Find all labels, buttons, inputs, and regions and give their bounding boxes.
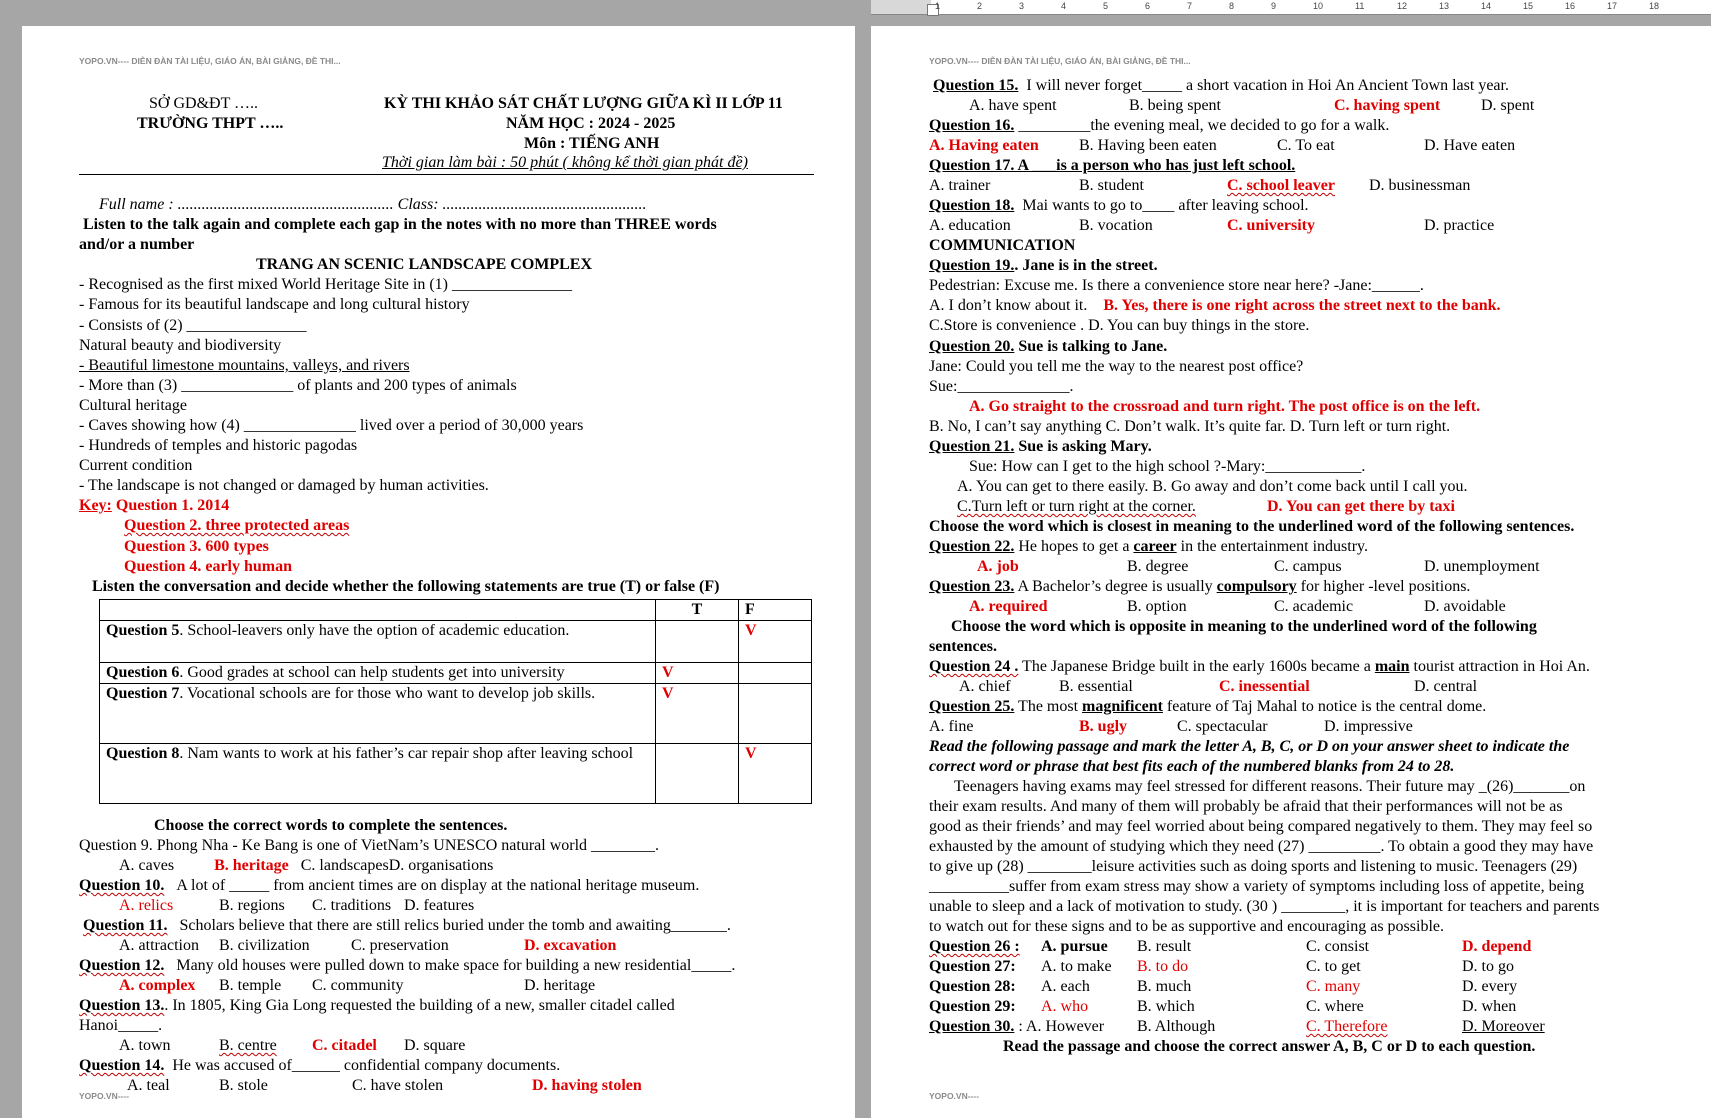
option[interactable]: B. centre bbox=[219, 1037, 277, 1054]
false-cell[interactable] bbox=[739, 684, 812, 744]
question-26: Question 26 : A. pursue B. result C. consist D. depend bbox=[929, 938, 1532, 955]
question-23: Question 23. A Bachelor’s degree is usually compulsory for higher -level positions. bbox=[929, 578, 1471, 595]
option[interactable]: A. I don’t know about it. bbox=[929, 297, 1088, 314]
option-correct[interactable]: D. having stolen bbox=[532, 1077, 642, 1094]
passage-line: to give up (28) ________leisure activities such as doing sports and listening to music. Teenagers (29) bbox=[929, 858, 1578, 875]
table-header-t: T bbox=[656, 600, 739, 621]
note-line: - The landscape is not changed or damaged by human activities. bbox=[79, 477, 489, 494]
option[interactable]: B. Having been eaten bbox=[1079, 137, 1217, 154]
question-12: Question 12. Many old houses were pulled down to make space for building a new residential_____. bbox=[79, 957, 736, 974]
instruction-1a: Listen to the talk again and complete each gap in the notes with no more than THREE words bbox=[83, 216, 717, 233]
option-correct[interactable]: C. school leaver bbox=[1227, 177, 1335, 194]
option-correct[interactable]: A. job bbox=[977, 558, 1019, 575]
option[interactable]: A. have spent bbox=[969, 97, 1057, 114]
option[interactable]: D. avoidable bbox=[1424, 598, 1506, 615]
question-18-options bbox=[929, 216, 1495, 236]
ruler-number: 7 bbox=[1187, 1, 1193, 11]
table-header-f: F bbox=[739, 600, 812, 621]
horizontal-ruler[interactable] bbox=[871, 0, 1711, 15]
page-header: YOPO.VN---- DIỄN ĐÀN TÀI LIỆU, GIÁO ÁN, BÀI GIẢNG, ĐỀ THI... bbox=[929, 56, 1191, 66]
option[interactable]: B. regions bbox=[219, 897, 285, 914]
option-correct[interactable]: C. many bbox=[1306, 978, 1361, 995]
option[interactable]: D. spent bbox=[1481, 97, 1535, 114]
reading-instruction: Read the following passage and mark the letter A, B, C, or D on your answer sheet to indicate the bbox=[929, 738, 1570, 755]
true-cell[interactable]: V bbox=[656, 663, 739, 684]
option[interactable]: A. caves bbox=[119, 857, 175, 874]
school: TRƯỜNG THPT ….. bbox=[137, 115, 284, 132]
subject: Môn : TIẾNG ANH bbox=[524, 135, 660, 152]
question-29: Question 29: A. who B. which C. where D. when bbox=[929, 998, 1517, 1015]
ruler-number: 13 bbox=[1439, 1, 1450, 11]
option-correct[interactable]: C. citadel bbox=[312, 1037, 377, 1054]
note-line: - More than (3) ______________ of plants and 200 types of animals bbox=[79, 377, 517, 394]
option[interactable]: B. option bbox=[1127, 598, 1187, 615]
option-correct[interactable]: B. Yes, there is one right across the street next to the bank. bbox=[1103, 297, 1501, 314]
question-21: Question 21. Sue is asking Mary. bbox=[929, 438, 1152, 455]
ruler-number: 18 bbox=[1649, 1, 1660, 11]
option[interactable]: : A. However bbox=[1018, 1018, 1105, 1035]
option-correct[interactable]: C. Therefore bbox=[1306, 1018, 1388, 1035]
ruler-margin bbox=[871, 0, 931, 14]
ruler-number: 14 bbox=[1481, 1, 1492, 11]
note-line: Natural beauty and biodiversity bbox=[79, 337, 282, 354]
option-correct[interactable]: A. Go straight to the crossroad and turn right. The post office is on the left. bbox=[969, 398, 1481, 415]
question-19-text: Pedestrian: Excuse me. Is there a convenience store near here? -Jane:______. bbox=[929, 277, 1424, 294]
note-line: - Recognised as the first mixed World Heritage Site in (1) _______________ bbox=[79, 276, 572, 293]
ruler-number: 12 bbox=[1397, 1, 1408, 11]
section-title: TRANG AN SCENIC LANDSCAPE COMPLEX bbox=[256, 256, 593, 273]
instruction-antonym-cont: sentences. bbox=[929, 638, 997, 655]
option[interactable]: D. practice bbox=[1424, 217, 1495, 234]
question-12-options bbox=[119, 976, 596, 996]
exam-time: Thời gian làm bài : 50 phút ( không kể thời gian phát đề) bbox=[382, 154, 748, 171]
passage-line: __________suffer from exam stress may show a variety of symptoms including loss of appetite, being bbox=[929, 878, 1585, 895]
option-correct[interactable]: D. excavation bbox=[524, 937, 617, 954]
option-correct[interactable]: A. relics bbox=[119, 897, 174, 914]
option[interactable]: C. traditions bbox=[312, 897, 392, 914]
passage-line: exhausted by the amount of studying which they need (27) _________. To obtain a good they may have bbox=[929, 838, 1594, 855]
question-15: Question 15. I will never forget_____ a short vacation in Hoi An Ancient Town last year. bbox=[933, 77, 1509, 94]
option[interactable]: D. businessman bbox=[1369, 177, 1471, 194]
question-16-options bbox=[929, 136, 1516, 156]
option[interactable]: C.Turn left or turn right at the corner. bbox=[957, 498, 1196, 515]
answer-key-item: Question 2. three protected areas bbox=[124, 517, 350, 534]
option[interactable]: C. have stolen bbox=[352, 1077, 444, 1094]
option[interactable]: B. degree bbox=[1127, 558, 1189, 575]
option[interactable]: A. pursue bbox=[1041, 938, 1108, 955]
ruler-number: 2 bbox=[977, 1, 983, 11]
statement-cell: Question 8. Nam wants to work at his father’s car repair shop after leaving school bbox=[100, 744, 656, 804]
instruction-antonym: Choose the word which is opposite in meaning to the underlined word of the following bbox=[951, 618, 1537, 635]
note-line: - Caves showing how (4) ______________ lived over a period of 30,000 years bbox=[79, 417, 584, 434]
option[interactable]: D. to go bbox=[1462, 958, 1514, 975]
option-correct[interactable]: B. ugly bbox=[1079, 718, 1128, 735]
ruler-number: 1 bbox=[935, 1, 941, 11]
ruler-area bbox=[0, 0, 1711, 26]
question-25: Question 25. The most magnificent feature of Taj Mahal to notice is the central dome. bbox=[929, 698, 1487, 715]
reading-instruction-cont: correct word or phrase that best fits each of the numbered blanks from 24 to 28. bbox=[929, 758, 1455, 775]
ruler-number: 9 bbox=[1271, 1, 1277, 11]
question-9: Question 9. Phong Nha - Ke Bang is one of VietNam’s UNESCO natural world ________. bbox=[79, 837, 660, 854]
option[interactable]: A. education bbox=[929, 217, 1011, 234]
option[interactable]: B. being spent bbox=[1129, 97, 1221, 114]
instruction-3: Choose the correct words to complete the sentences. bbox=[154, 817, 508, 834]
passage-line: to watch out for these signs and to be as supportive and encouraging as possible. bbox=[929, 918, 1444, 935]
option-correct[interactable]: C. university bbox=[1227, 217, 1315, 234]
option[interactable]: B. civilization bbox=[219, 937, 310, 954]
answer-key-item: Question 4. early human bbox=[124, 558, 293, 575]
passage-line: Teenagers having exams may feel stressed for different reasons. Their future may _(26)_______on bbox=[954, 778, 1586, 795]
page-footer: YOPO.VN---- bbox=[929, 1091, 980, 1101]
dept: SỞ GD&ĐT ….. bbox=[149, 95, 259, 112]
page-header: YOPO.VN---- DIỄN ĐÀN TÀI LIỆU, GIÁO ÁN, BÀI GIẢNG, ĐỀ THI... bbox=[79, 56, 341, 66]
note-line: - Famous for its beautiful landscape and long cultural history bbox=[79, 296, 470, 313]
passage-line: unable to sleep and a lack of motivation to study. (30 ) ________, it is important for teachers and parents bbox=[929, 898, 1600, 915]
school-year: NĂM HỌC : 2024 - 2025 bbox=[506, 115, 676, 132]
option-correct[interactable]: A. required bbox=[969, 598, 1048, 615]
question-11-options bbox=[119, 936, 617, 956]
true-cell[interactable]: V bbox=[656, 684, 739, 744]
ruler-number: 16 bbox=[1565, 1, 1576, 11]
option[interactable]: D. impressive bbox=[1324, 718, 1413, 735]
question-19-options bbox=[929, 296, 1501, 316]
ruler-number: 8 bbox=[1229, 1, 1235, 11]
question-27: Question 27: A. to make B. to do C. to get D. to go bbox=[929, 958, 1514, 975]
option[interactable]: A. attraction bbox=[119, 937, 199, 954]
option[interactable]: D. heritage bbox=[524, 977, 596, 994]
option[interactable]: A. trainer bbox=[929, 177, 991, 194]
question-19: Question 19.. Jane is in the street. bbox=[929, 257, 1158, 274]
ruler-number: 3 bbox=[1019, 1, 1025, 11]
question-19-options-cd[interactable]: C.Store is convenience . D. You can buy things in the store. bbox=[929, 317, 1310, 334]
header-rule bbox=[79, 174, 814, 175]
option[interactable]: A. chief bbox=[959, 678, 1011, 695]
option[interactable]: D. organisations bbox=[388, 857, 494, 874]
option[interactable]: B. much bbox=[1137, 978, 1192, 995]
option[interactable]: B. essential bbox=[1059, 678, 1133, 695]
page-left bbox=[22, 26, 855, 1118]
table-row bbox=[100, 663, 812, 684]
question-23-options bbox=[969, 597, 1506, 617]
ruler-number: 10 bbox=[1313, 1, 1324, 11]
question-17: Question 17. A ___is a person who has just left school. bbox=[929, 157, 1296, 174]
option-correct[interactable]: C. inessential bbox=[1219, 678, 1310, 695]
option[interactable]: D. features bbox=[404, 897, 475, 914]
option-correct[interactable]: B. heritage bbox=[214, 857, 289, 874]
final-instruction: Read the passage and choose the correct answer A, B, C or D to each question. bbox=[1003, 1038, 1536, 1055]
answer-key-item: Question 3. 600 types bbox=[124, 538, 269, 555]
question-30: Question 30. : A. However B. Although C. Therefore D. Moreover bbox=[929, 1018, 1545, 1035]
question-21-options-ab[interactable]: A. You can get to there easily. B. Go away and don’t come back until I call you. bbox=[957, 478, 1468, 495]
page-footer: YOPO.VN---- bbox=[79, 1091, 130, 1101]
option[interactable]: C. spectacular bbox=[1177, 718, 1268, 735]
option[interactable]: A. fine bbox=[929, 718, 974, 735]
option[interactable]: C. campus bbox=[1274, 558, 1342, 575]
option[interactable]: D. Have eaten bbox=[1424, 137, 1516, 154]
option[interactable]: B. vocation bbox=[1079, 217, 1153, 234]
question-13-cont: Hanoi_____. bbox=[79, 1017, 163, 1034]
passage-line: good as their friends’ and may feel worried about being compared negatively to them. They may feel so bbox=[929, 818, 1593, 835]
table-header-cell bbox=[100, 600, 656, 621]
false-cell[interactable] bbox=[739, 663, 812, 684]
option[interactable]: D. Moreover bbox=[1462, 1018, 1545, 1035]
option[interactable]: D. square bbox=[404, 1037, 466, 1054]
option[interactable]: B. result bbox=[1137, 938, 1192, 955]
option-correct[interactable]: D. depend bbox=[1462, 938, 1532, 955]
note-line: - Consists of (2) _______________ bbox=[79, 317, 307, 334]
option[interactable]: D. every bbox=[1462, 978, 1518, 995]
ruler-number: 17 bbox=[1607, 1, 1618, 11]
option[interactable]: B. Although bbox=[1137, 1018, 1216, 1035]
option[interactable]: C. community bbox=[312, 977, 404, 994]
true-false-table bbox=[99, 599, 812, 804]
option[interactable]: B. which bbox=[1137, 998, 1195, 1015]
statement-cell: Question 5. School-leavers only have the option of academic education. bbox=[100, 621, 656, 663]
question-11: Question 11. Scholars believe that there are still relics buried under the tomb and awaiting_______. bbox=[83, 917, 731, 934]
true-cell[interactable] bbox=[656, 621, 739, 663]
question-24-options bbox=[959, 677, 1478, 697]
option[interactable]: C. where bbox=[1306, 998, 1364, 1015]
ruler-number: 6 bbox=[1145, 1, 1151, 11]
fullname-line: Full name : ...................................................... Class: ................................................... bbox=[99, 196, 647, 213]
instruction-synonym: Choose the word which is closest in meaning to the underlined word of the following sentences. bbox=[929, 518, 1575, 535]
question-13: Question 13.. In 1805, King Gia Long requested the building of a new, smaller citadel called bbox=[79, 997, 675, 1014]
statement-cell: Question 7. Vocational schools are for those who want to develop job skills. bbox=[100, 684, 656, 744]
question-13-options bbox=[119, 1036, 466, 1056]
question-25-options bbox=[929, 717, 1413, 737]
statement-cell: Question 6. Good grades at school can help students get into university bbox=[100, 663, 656, 684]
question-15-options bbox=[969, 96, 1535, 116]
option[interactable]: B. student bbox=[1079, 177, 1144, 194]
communication-heading: COMMUNICATION bbox=[929, 237, 1076, 254]
question-10: Question 10. A lot of _____ from ancient times are on display at the national heritage museum. bbox=[79, 877, 700, 894]
question-22-options bbox=[977, 557, 1540, 577]
question-20-options-bcd[interactable]: B. No, I can’t say anything C. Don’t walk. It’s quite far. D. Turn left or turn right. bbox=[929, 418, 1451, 435]
option[interactable]: C. preservation bbox=[351, 937, 449, 954]
option-correct[interactable]: D. You can get there by taxi bbox=[1267, 498, 1455, 515]
false-cell[interactable]: V bbox=[739, 744, 812, 804]
question-28: Question 28: A. each B. much C. many D. every bbox=[929, 978, 1518, 995]
question-20: Question 20. Sue is talking to Jane. bbox=[929, 338, 1168, 355]
option[interactable]: C. landscapes bbox=[300, 857, 389, 874]
option-correct[interactable]: A. complex bbox=[119, 977, 196, 994]
note-line: - Hundreds of temples and historic pagodas bbox=[79, 437, 358, 454]
instruction-2: Listen the conversation and decide whether the following statements are true (T) or false (F) bbox=[92, 578, 720, 595]
option[interactable]: D. central bbox=[1414, 678, 1478, 695]
option-correct[interactable]: C. having spent bbox=[1334, 97, 1441, 114]
ruler-numbers bbox=[935, 1, 1691, 11]
passage-line: their exam results. And many of them will probably be afraid that their performances will not be as bbox=[929, 798, 1563, 815]
note-line: Current condition bbox=[79, 457, 193, 474]
answer-key: Key: Question 1. 2014 bbox=[79, 497, 230, 514]
ruler-number: 4 bbox=[1061, 1, 1067, 11]
table-row bbox=[100, 621, 812, 663]
false-cell[interactable]: V bbox=[739, 621, 812, 663]
option[interactable]: C. To eat bbox=[1277, 137, 1335, 154]
page-right bbox=[871, 26, 1711, 1118]
option[interactable]: B. stole bbox=[219, 1077, 268, 1094]
option[interactable]: B. temple bbox=[219, 977, 282, 994]
question-9-options bbox=[119, 856, 493, 876]
option[interactable]: A. teal bbox=[127, 1077, 170, 1094]
question-14: Question 14. He was accused of______ confidential company documents. bbox=[79, 1057, 561, 1074]
option-correct[interactable]: A. Having eaten bbox=[929, 137, 1039, 154]
note-line: Cultural heritage bbox=[79, 397, 187, 414]
option[interactable]: D. unemployment bbox=[1424, 558, 1540, 575]
option[interactable]: D. when bbox=[1462, 998, 1517, 1015]
option-correct[interactable]: B. to do bbox=[1137, 958, 1189, 975]
question-18: Question 18. Mai wants to go to____ after leaving school. bbox=[929, 197, 1309, 214]
question-21-options-cd bbox=[957, 497, 1455, 517]
question-17-options bbox=[929, 176, 1471, 196]
true-cell[interactable] bbox=[656, 744, 739, 804]
instruction-1b: and/or a number bbox=[79, 236, 195, 253]
option[interactable]: C. academic bbox=[1274, 598, 1354, 615]
option[interactable]: C. consist bbox=[1306, 938, 1370, 955]
question-14-options bbox=[127, 1076, 642, 1096]
table-row bbox=[100, 684, 812, 744]
option[interactable]: A. each bbox=[1041, 978, 1090, 995]
exam-title: KỲ THI KHẢO SÁT CHẤT LƯỢNG GIỮA KÌ II LỚP 11 bbox=[384, 95, 783, 112]
question-16: Question 16. _________the evening meal, we decided to go for a walk. bbox=[929, 117, 1390, 134]
option[interactable]: A. to make bbox=[1041, 958, 1112, 975]
question-21-text: Sue: How can I get to the high school ?-Mary:____________. bbox=[969, 458, 1366, 475]
table-row bbox=[100, 744, 812, 804]
question-10-options bbox=[119, 896, 475, 916]
option-correct[interactable]: A. who bbox=[1041, 998, 1089, 1015]
ruler-number: 11 bbox=[1355, 1, 1365, 11]
question-22: Question 22. He hopes to get a career in the entertainment industry. bbox=[929, 538, 1368, 555]
question-20-sue: Sue:______________. bbox=[929, 378, 1074, 395]
question-20-text: Jane: Could you tell me the way to the nearest post office? bbox=[929, 358, 1304, 375]
note-line: - Beautiful limestone mountains, valleys, and rivers bbox=[79, 357, 410, 374]
option[interactable]: C. to get bbox=[1306, 958, 1361, 975]
ruler-number: 5 bbox=[1103, 1, 1109, 11]
ruler-number: 15 bbox=[1523, 1, 1534, 11]
option[interactable]: A. town bbox=[119, 1037, 171, 1054]
question-24: Question 24 . The Japanese Bridge built in the early 1600s became a main tourist attraction in Hoi An. bbox=[929, 658, 1590, 675]
